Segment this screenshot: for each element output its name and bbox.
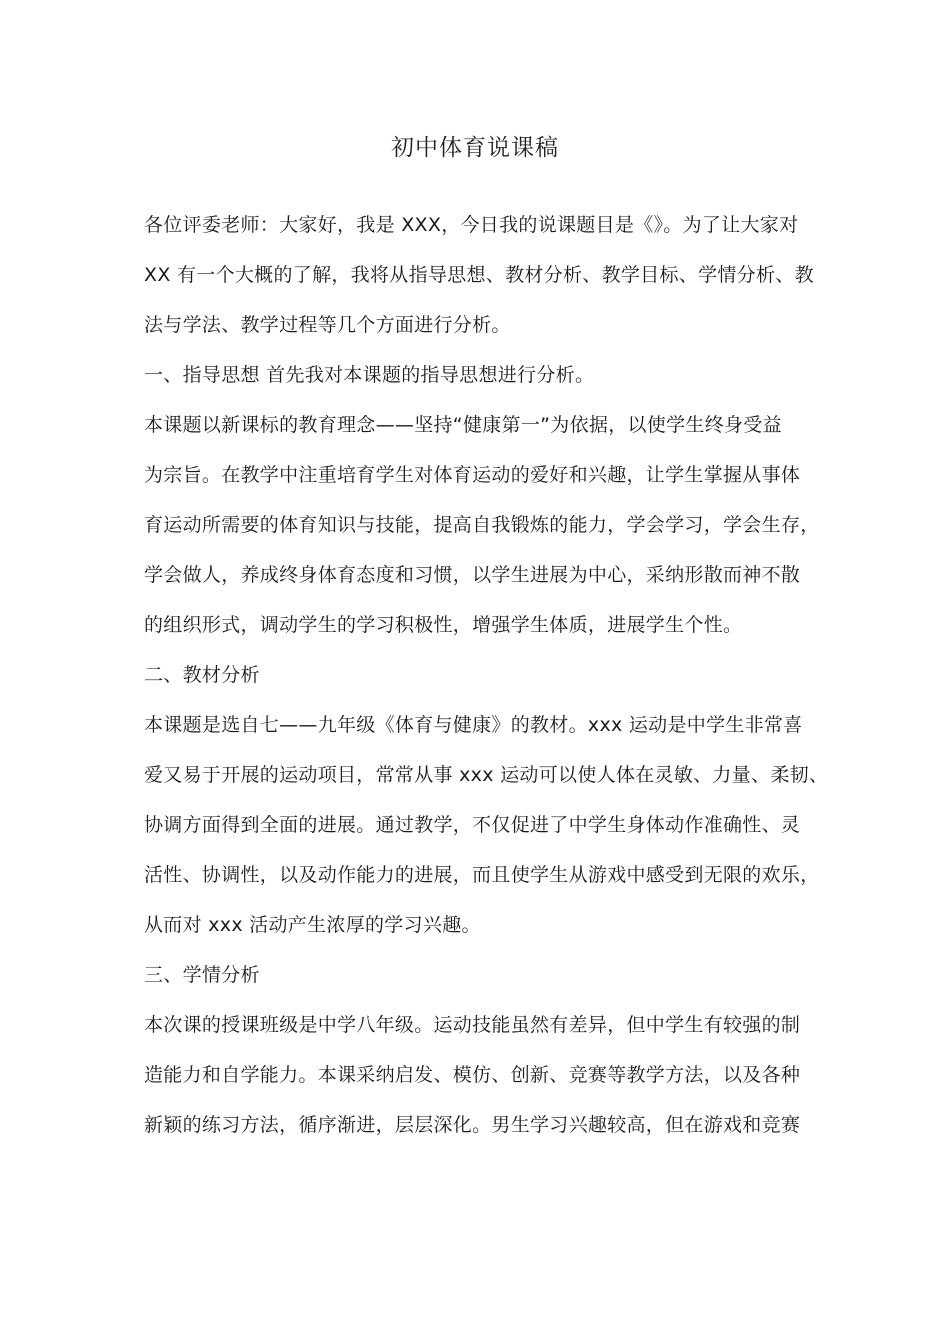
- text-line: 协调方面得到全面的进展。通过教学，不仅促进了中学生身体动作准确性、灵: [144, 814, 801, 836]
- text-line: 造能力和自学能力。本课采纳启发、模仿、创新、竞赛等教学方法，以及各种: [144, 1064, 801, 1086]
- section-heading-guiding-thought: 一、指导思想 首先我对本课题的指导思想进行分析。: [144, 364, 595, 386]
- text-line: 法与学法、教学过程等几个方面进行分析。: [144, 314, 511, 336]
- text-line: 各位评委老师：大家好，我是 XXX，今日我的说课题目是《》。为了让大家对: [144, 214, 799, 236]
- text-line: 从而对 xxx 活动产生浓厚的学习兴趣。: [144, 914, 481, 936]
- text-line: 本课题以新课标的教育理念——坚持“健康第一”为依据，以使学生终身受益: [144, 414, 782, 436]
- section-heading-material-analysis: 二、教材分析: [144, 664, 260, 686]
- text-line: 活性、协调性，以及动作能力的进展，而且使学生从游戏中感受到无限的欢乐，: [144, 864, 820, 886]
- document-title: 初中体育说课稿: [391, 135, 559, 161]
- text-line: 的组织形式，调动学生的学习积极性，增强学生体质，进展学生个性。: [144, 614, 743, 636]
- text-line: 为宗旨。在教学中注重培育学生对体育运动的爱好和兴趣，让学生掌握从事体: [144, 464, 801, 486]
- document-body: [144, 200, 829, 1150]
- text-line: 新颖的练习方法，循序渐进，层层深化。男生学习兴趣较高，但在游戏和竞赛: [144, 1114, 801, 1136]
- text-line: 本课题是选自七——九年级《体育与健康》的教材。xxx 运动是中学生非常喜: [144, 714, 803, 736]
- text-line: 学会做人，养成终身体育态度和习惯，以学生进展为中心，采纳形散而神不散: [144, 564, 801, 586]
- text-line: 爱又易于开展的运动项目，常常从事 xxx 运动可以使人体在灵敏、力量、柔韧、: [144, 764, 829, 786]
- text-line: 本次课的授课班级是中学八年级。运动技能虽然有差异，但中学生有较强的制: [144, 1014, 801, 1036]
- text-line: 育运动所需要的体育知识与技能，提高自我锻炼的能力，学会学习，学会生存，: [144, 514, 820, 536]
- section-heading-student-analysis: 三、学情分析: [144, 964, 260, 986]
- text-line: XX 有一个大概的了解，我将从指导思想、教材分析、教学目标、学情分析、教: [144, 264, 814, 286]
